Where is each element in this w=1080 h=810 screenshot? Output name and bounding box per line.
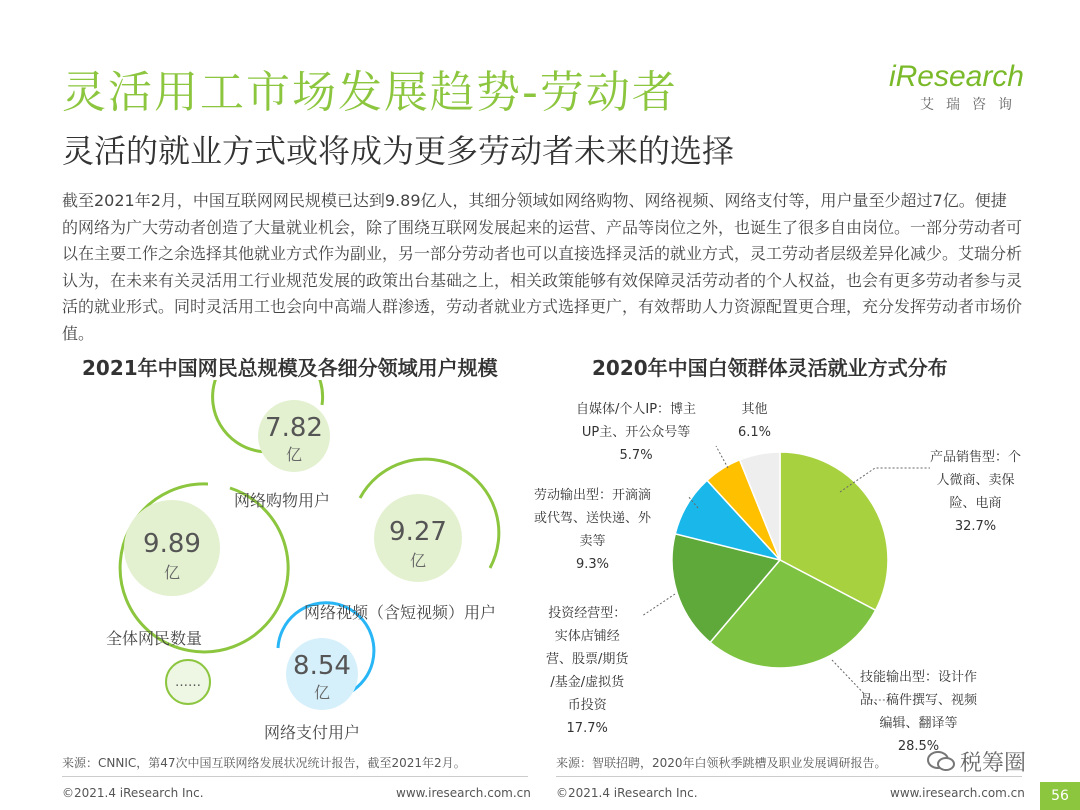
leader-line-media	[716, 446, 728, 468]
footer-url-right: www.iresearch.com.cn	[890, 786, 1025, 800]
page-title: 灵活用工市场发展趋势-劳动者	[62, 67, 678, 118]
page-number: 56	[1040, 782, 1080, 810]
pie-label-line: 卖等	[579, 534, 606, 549]
bubble-unit: 亿	[313, 683, 331, 702]
pie-label-pct: 32.7%	[954, 519, 997, 534]
bubble-more	[166, 660, 210, 704]
pie-label-invest	[546, 602, 628, 740]
pie-label-line: 品、稿件撰写、视频	[860, 693, 978, 708]
bubble-unit: 亿	[285, 445, 303, 464]
pie-label-pct: 5.7%	[619, 448, 653, 463]
bubble-chart	[60, 380, 540, 760]
pie-label-pct: 28.5%	[897, 739, 940, 754]
pie-label-line: 营、股票/期货	[546, 652, 629, 667]
pie-label-line: /基金/虚拟货	[550, 675, 625, 690]
bubble-value: 9.27	[389, 517, 447, 547]
bubble-value: 7.82	[265, 413, 323, 443]
iresearch-logo	[889, 60, 1024, 114]
right-chart-title: 2020年中国白领群体灵活就业方式分布	[592, 356, 948, 380]
leader-line-labor	[688, 496, 698, 508]
bubble-label-video: 网络视频（含短视频）用户	[304, 603, 497, 622]
pie-label-line: 险、电商	[949, 496, 1002, 511]
bubble-shopping	[213, 380, 330, 472]
pie-label-line: 产品销售型：个	[930, 450, 1022, 465]
footer-url-left: www.iresearch.com.cn	[396, 786, 531, 800]
pie-label-media	[576, 398, 696, 467]
pie-label-labor	[534, 484, 651, 576]
footer-copyright-left: ©2021.4 iResearch Inc.	[62, 786, 204, 800]
pie-label-pct: 17.7%	[566, 721, 608, 736]
bubble-value: 8.54	[293, 651, 351, 681]
pie-label-line: 劳动输出型：开滴滴	[534, 488, 652, 503]
pie-label-product	[930, 446, 1021, 538]
watermark-text: 税筹圈	[960, 751, 1027, 776]
pie-label-line: 技能输出型：设计作	[860, 670, 978, 685]
footer-divider-left	[62, 776, 528, 777]
pie-label-line: 自媒体/个人IP：博主	[576, 402, 697, 417]
pie-label-line: UP主、开公众号等	[581, 425, 691, 440]
logo-brand: iResearch	[888, 60, 1024, 93]
pie-label-line: 币投资	[567, 698, 607, 713]
logo-cn: 艾瑞咨询	[920, 97, 1024, 113]
pie-label-line: 人微商、卖保	[936, 473, 1015, 488]
pie-label-pct: 9.3%	[575, 557, 610, 572]
leader-line-product	[840, 468, 930, 492]
pie-label-line: 投资经营型：	[548, 606, 627, 621]
pie-label-skill	[860, 666, 977, 758]
bubble-value: 9.89	[143, 529, 201, 559]
wechat-icon	[926, 748, 956, 778]
pie-label-line: 或代驾、送快递、外	[534, 511, 652, 526]
pie-label-line: 编辑、翻译等	[879, 716, 958, 731]
leader-line-invest	[642, 594, 675, 616]
page-subtitle: 灵活的就业方式或将成为更多劳动者未来的选择	[62, 132, 735, 170]
body-paragraph: 截至2021年2月，中国互联网网民规模已达到9.89亿人，其细分领域如网络购物、网络视频、网络支付等，用户量至少超过7亿。便捷的网络为广大劳动者创造了大量就业机会，除了围绕互联网发展起来的运营、产品等岗位之外，也诞生了很多自由岗位。一部分劳动者可以在主要工作之余选择其他就业方式作为副业，另一部分劳动者也可以直接选择灵活的就业方式，灵工劳动者层级差异化减少。艾瑞分析认为，在未来有关灵活用工行业规范发展的政策出台基础之上，相关政策能够有效保障灵活劳动者的个人权益，也会有更多劳动者参与灵活的就业形式。同时灵活用工也会向中高端人群渗透，劳动者就业方式选择更广，有效帮助人力资源配置更合理，充分发挥劳动者市场价值。	[62, 191, 1023, 343]
right-source: 来源：智联招聘，2020年白领秋季跳槽及职业发展调研报告。	[556, 756, 887, 770]
left-chart-title: 2021年中国网民总规模及各细分领域用户规模	[82, 356, 498, 380]
bubble-label-shopping: 网络购物用户	[234, 491, 331, 510]
pie-label-line: 其他	[741, 402, 768, 417]
bubble-unit: 亿	[163, 563, 181, 582]
bubble-unit: 亿	[409, 551, 427, 570]
bubble-value: ……	[175, 675, 201, 690]
left-source: 来源：CNNIC，第47次中国互联网络发展状况统计报告，截至2021年2月。	[62, 756, 466, 770]
pie-label-pct: 6.1%	[738, 425, 772, 440]
bubble-label-payment: 网络支付用户	[264, 723, 361, 742]
pie-label-line: 实体店铺经	[554, 629, 620, 644]
bubble-video	[360, 459, 499, 582]
pie-label-other	[738, 398, 771, 444]
footer-copyright-right: ©2021.4 iResearch Inc.	[556, 786, 698, 800]
bubble-label-netizens: 全体网民数量	[106, 629, 203, 648]
